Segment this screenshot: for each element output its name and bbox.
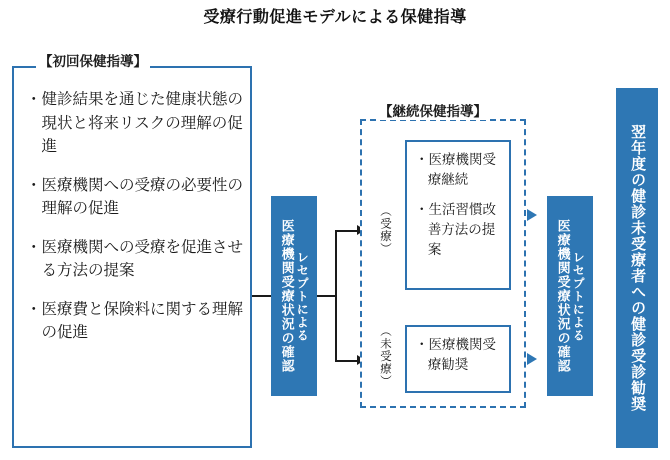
receipt-check-box-1 <box>271 196 317 396</box>
outcome-box <box>616 88 658 448</box>
connector-branch-untreated <box>335 360 357 362</box>
list-item: ・医療機関受療勧奨 <box>415 337 496 373</box>
list-item: ・医療機関受療継続 <box>415 152 496 188</box>
branch-label-untreated: （未受療） <box>379 325 392 388</box>
receipt-check-box-2 <box>547 196 593 396</box>
untreated-actions-box <box>405 325 511 393</box>
first-guidance-label: 【初回保健指導】 <box>36 50 150 70</box>
arrow-untreated-to-receipt2-icon <box>527 353 537 365</box>
connector-branch-spine <box>335 230 337 360</box>
list-item: ・医療機関への受療を促進させる方法の提案 <box>26 238 244 280</box>
page-title: 受療行動促進モデルによる保健指導 <box>203 9 467 26</box>
receipt-check-1-prefix: レセプトによる <box>295 250 310 342</box>
branch-label-treated: （受療） <box>379 205 392 255</box>
receipt-check-2-text: 医療機関受療状況の確認 <box>555 219 571 373</box>
connector-first-to-receipt1 <box>252 295 271 297</box>
list-item: ・医療費と保険料に関する理解の促進 <box>26 300 244 342</box>
outcome-text: 翌年度の健診未受療者への健診受診勧奨 <box>629 124 647 412</box>
receipt-check-1-text: 医療機関受療状況の確認 <box>279 219 295 373</box>
treated-actions-box <box>405 140 511 290</box>
list-item: ・生活習慣改善方法の提案 <box>415 201 496 257</box>
connector-branch-stem <box>317 295 335 297</box>
receipt-check-2-prefix: レセプトによる <box>571 250 586 342</box>
list-item: ・健診結果を通じた健康状態の現状と将来リスクの理解の促進 <box>26 91 244 156</box>
list-item: ・医療機関への受療の必要性の理解の促進 <box>26 176 244 218</box>
first-guidance-bullets <box>26 88 244 360</box>
continued-guidance-label: 【継続保健指導】 <box>376 100 490 120</box>
arrow-treated-to-receipt2-icon <box>527 209 537 221</box>
connector-branch-treated <box>335 230 357 232</box>
